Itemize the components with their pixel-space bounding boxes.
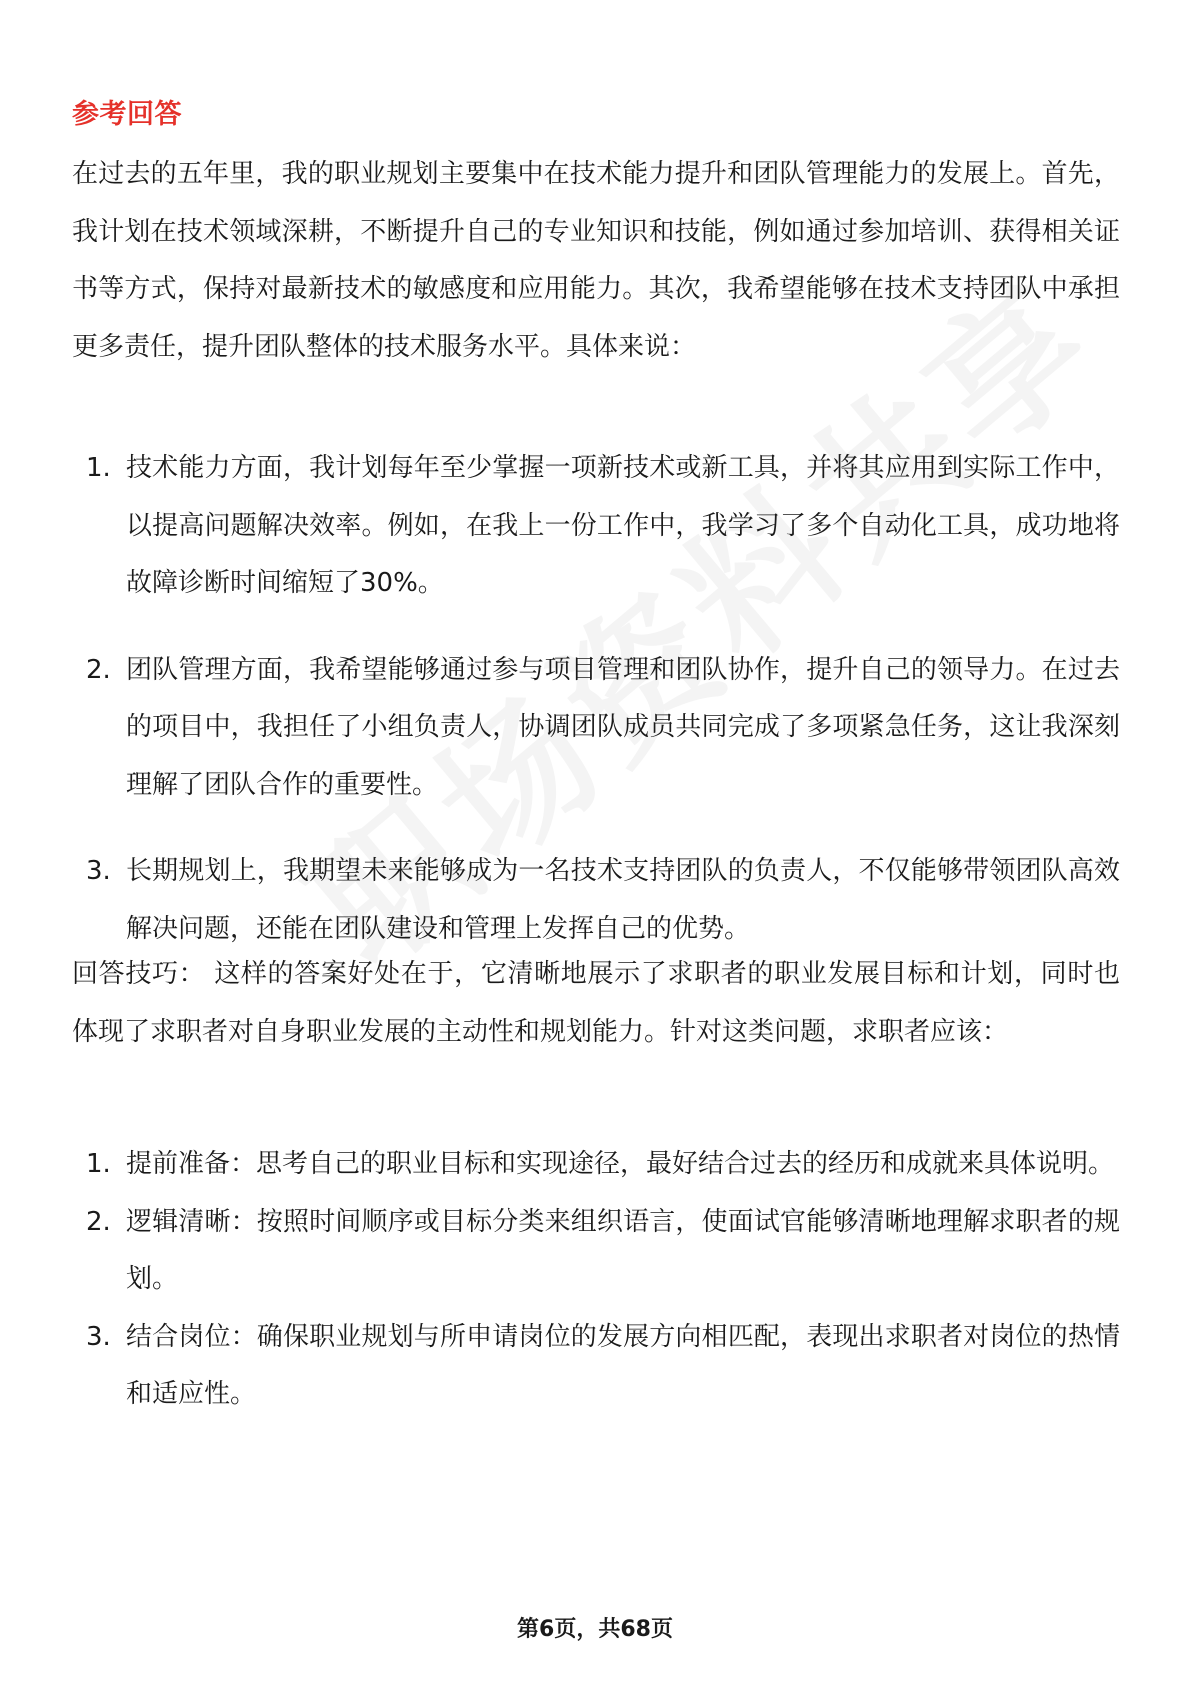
list-number: 3. [86,856,111,886]
list-item [72,440,1120,613]
list-item [72,843,1120,958]
tips-paragraph: 回答技巧： 这样的答案好处在于，它清晰地展示了求职者的职业发展目标和计划，同时也体现了求职者对自身职业发展的主动性和规划能力。针对这类问题，求职者应该： [72,959,1120,1047]
list-item [72,1136,1120,1194]
list-number: 2. [86,654,111,685]
list-item [72,1309,1120,1424]
list-item-text: 技术能力方面，我计划每年至少掌握一项新技术或新工具，并将其应用到实际工作中，以提高问题解决效率。例如，在我上一份工作中，我学习了多个自动化工具，成功地将故障诊断时间缩短了30%。 [126,453,1120,598]
list-item-text: 提前准备：思考自己的职业目标和实现途径，最好结合过去的经历和成就来具体说明。 [126,1149,1115,1179]
plan-list [72,440,1120,958]
list-number: 3. [86,1321,111,1352]
list-item [72,1194,1120,1309]
list-item [72,642,1120,815]
list-number: 2. [86,1206,111,1237]
tips-list [72,1136,1120,1424]
section-heading: 参考回答 [72,99,182,130]
list-item-text: 逻辑清晰：按照时间顺序或目标分类来组织语言，使面试官能够清晰地理解求职者的规划。 [126,1206,1120,1294]
list-item-text: 团队管理方面，我希望能够通过参与项目管理和团队协作，提升自己的领导力。在过去的项目中，我担任了小组负责人，协调团队成员共同完成了多项紧急任务，这让我深刻理解了团队合作的重要性。 [126,654,1120,800]
page-footer: 第6页，共68页 [517,1617,673,1642]
list-item-text: 长期规划上，我期望未来能够成为一名技术支持团队的负责人，不仅能够带领团队高效解决问题，还能在团队建设和管理上发挥自己的优势。 [126,856,1120,944]
list-number: 1. [86,453,111,483]
intro-paragraph: 在过去的五年里，我的职业规划主要集中在技术能力提升和团队管理能力的发展上。首先，我计划在技术领域深耕，不断提升自己的专业知识和技能，例如通过参加培训、获得相关证书等方式，保持对最新技术的敏感度和应用能力。其次，我希望能够在技术支持团队中承担更多责任，提升团队整体的技术服务水平。具体来说： [72,159,1120,362]
list-item-text: 结合岗位：确保职业规划与所申请岗位的发展方向相匹配，表现出求职者对岗位的热情和适应性。 [126,1321,1120,1409]
list-number: 1. [86,1149,111,1179]
